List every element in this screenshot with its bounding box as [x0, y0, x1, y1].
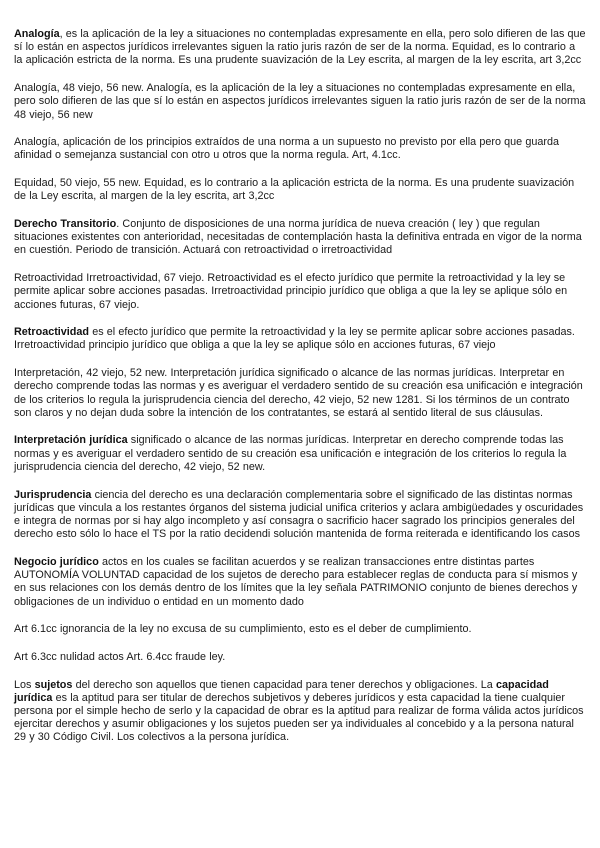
term-interpretacion-juridica: Interpretación jurídica — [14, 434, 128, 447]
paragraph-retroactividad-refs: Retroactividad Irretroactividad, 67 viejo. Retroactividad es el efecto jurídico que permite la retroactividad y la ley se permite aplicar sobre acciones pasadas. Irretroactividad principio jurídico que obliga a que la ley se aplique sólo en acciones futuras, 67 viejo. — [14, 272, 568, 311]
paragraph-retroactividad: Retroactividad es el efecto jurídico que permite la retroactividad y la ley se permite aplicar sobre acciones pasadas. Irretroactividad principio jurídico que obliga a que la ley se aplique sólo en acciones futuras, 67 viejo — [14, 326, 575, 352]
paragraph-negocio-juridico: Negocio jurídico actos en los cuales se facilitan acuerdos y se realizan transacciones entre distintas partes AUTONOMÍA VOLUNTAD capacidad de los sujetos de derecho para establecer reglas de conducta para sí mismos y en sus relaciones con los demás dentro de los límites que la ley señala PATRIMONIO conjunto de bienes derechos y obligaciones de un individuo o entidad en un momento dado — [14, 555, 578, 608]
paragraph-analogia-refs: Analogía, 48 viejo, 56 new. Analogía, es la aplicación de la ley a situaciones no contempladas expresamente en ella, pero solo difieren de las que sí lo están en aspectos jurídicos irrelevantes siguen la ratio juris razón de ser de la norma 48 viejo, 56 new — [14, 82, 586, 121]
term-sujetos: sujetos — [34, 678, 73, 691]
paragraph-art-6-1: Art 6.1cc ignorancia de la ley no excusa de su cumplimiento, esto es el deber de cumplimiento. — [14, 623, 472, 636]
term-jurisprudencia: Jurisprudencia — [14, 488, 92, 501]
term-derecho-transitorio: Derecho Transitorio — [14, 218, 117, 231]
paragraph-jurisprudencia: Jurisprudencia ciencia del derecho es una declaración complementaria sobre el significado de las distintas normas jurídicas que vincula a los restantes órganos del sistema judicial unifica criterios y aclara ambigüedades y oscuridades e integra de normas por si hay algo incompleto y así consagra o sacrificio hacer sagrado los principios generales del derecho esto sólo lo hace el TS por la ratio decidendi solución mantenida de forma reiterada e identificando los casos — [14, 488, 584, 541]
term-capacidad-juridica: capacidad jurídica — [14, 678, 549, 704]
term-analogia: Analogía — [14, 28, 60, 40]
paragraph-sujetos: Los sujetos del derecho son aquellos que tienen capacidad para tener derechos y obligaciones. La capacidad jurídica es la aptitud para ser titular de derechos subjetivos y deberes jurídicos y esta capacidad la tiene cualquier persona por el simple hecho de serlo y la capacidad de obrar es la aptitud para realizar de forma válida actos jurídicos ejercitar derechos y asumir obligaciones y los sujetos pueden ser ya individuales al concebido y a la persona natural 29 y 30 Código Civil. Los colectivos a la persona jurídica. — [14, 678, 584, 744]
paragraph-derecho-transitorio: Derecho Transitorio. Conjunto de disposiciones de una norma jurídica de nueva creación ( ley ) que regulan situaciones existentes con anterioridad, necesitadas de contemplación hasta la definitiva entrada en vigor de la norma en cuestión. Periodo de transición. Actuará con retroactividad o irretroactividad — [14, 218, 582, 257]
paragraph-art-6-3: Art 6.3cc nulidad actos Art. 6.4cc fraude ley. — [14, 650, 226, 663]
term-retroactividad: Retroactividad — [14, 326, 89, 339]
paragraph-interpretacion-refs: Interpretación, 42 viejo, 52 new. Interpretación jurídica significado o alcance de las normas jurídicas. Interpretar en derecho comprende todas las normas y es averiguar el verdadero sentido de su creación esa unificación e integración de los criterios lo regula la jurisprudencia ciencia del derecho, 42 viejo, 52 new 1281. Si los términos de un contrato son claros y no dejan duda sobre la intención de los contratantes, se estará al sentido literal de sus cláusulas. — [14, 367, 583, 419]
term-negocio-juridico: Negocio jurídico — [14, 555, 99, 568]
paragraph-analogia: Analogía, es la aplicación de la ley a situaciones no contempladas expresamente en ella, pero solo difieren de las que sí lo están en aspectos jurídicos irrelevantes siguen la ratio juris razón de ser de la norma. Equidad, es lo contrario a la aplicación estricta de la norma. Es una prudente suavización de la Ley escrita, al margen de la ley escrita, art 3,2cc — [14, 28, 586, 67]
paragraph-analogia-principios: Analogía, aplicación de los principios extraídos de una norma a un supuesto no previsto por ella pero que guarda afinidad o semejanza sustancial con otro u otros que la norma regula. Art, 4.1cc. — [14, 136, 559, 162]
paragraph-interpretacion-juridica: Interpretación jurídica significado o alcance de las normas jurídicas. Interpretar en derecho comprende todas las normas y es averiguar el verdadero sentido de su creación esa unificación e integración de los criterios lo regula la jurisprudencia ciencia del derecho, 42 viejo, 52 new. — [14, 434, 567, 473]
paragraph-equidad: Equidad, 50 viejo, 55 new. Equidad, es lo contrario a la aplicación estricta de la norma. Es una prudente suavización de la Ley escrita, al margen de la ley escrita, art 3,2cc — [14, 177, 575, 203]
